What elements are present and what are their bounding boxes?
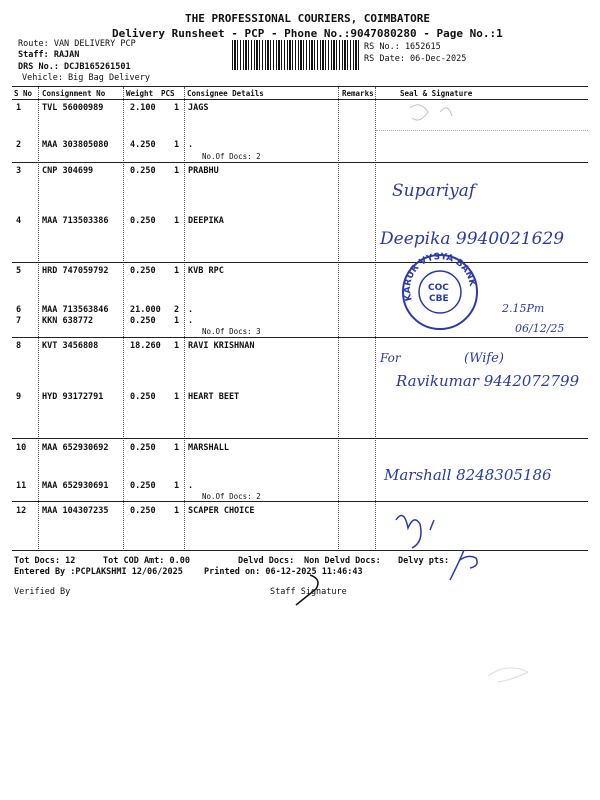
row-rule — [376, 130, 588, 131]
company-name: THE PROFESSIONAL COURIERS, COIMBATORE — [185, 12, 431, 25]
row-rule — [12, 262, 588, 263]
row-sno: 9 — [16, 392, 22, 402]
row-pcs: 1 — [174, 392, 180, 402]
entered-by: Entered By :PCPLAKSHMI 12/06/2025 — [14, 567, 183, 577]
row-pcs: 1 — [174, 341, 180, 351]
row-weight: 0.250 — [130, 316, 156, 326]
row-consignment: MAA 713563846 — [42, 305, 109, 315]
row-pcs: 2 — [174, 305, 180, 315]
row-consignment: MAA 104307235 — [42, 506, 109, 516]
delivered-docs: Delvd Docs: — [238, 556, 295, 566]
row-pcs: 1 — [174, 216, 180, 226]
verified-by: Verified By — [14, 587, 71, 597]
row-consignee: DEEPIKA — [188, 216, 224, 226]
total-cod: Tot COD Amt: 0.00 — [103, 556, 190, 566]
table-header-rule — [12, 99, 588, 100]
stamp-time: 2.15Pm — [502, 302, 545, 315]
row-weight: 18.260 — [130, 341, 161, 351]
row-weight: 0.250 — [130, 216, 156, 226]
col-consignment: Consignment No — [42, 89, 106, 98]
runsheet-title: Delivery Runsheet - PCP - Phone No.:9047080280 - Page No.:1 — [112, 27, 503, 40]
row-consignment: MAA 303805080 — [42, 140, 109, 150]
route-text: Route: VAN DELIVERY PCP — [18, 39, 136, 49]
row-weight: 0.250 — [130, 166, 156, 176]
footer-rule — [12, 550, 588, 551]
row-weight: 0.250 — [130, 443, 156, 453]
row-sno: 8 — [16, 341, 22, 351]
row-consignee: PRABHU — [188, 166, 219, 176]
row-consignment: HRD 747059792 — [42, 266, 109, 276]
col-pcs: PCS — [161, 89, 175, 98]
row-consignment: KKN 638772 — [42, 316, 94, 326]
row-sno: 10 — [16, 443, 27, 453]
row-weight: 0.250 — [130, 481, 156, 491]
faint-signature-2 — [488, 668, 528, 682]
row-consignee: . — [188, 316, 194, 326]
row-rule — [12, 438, 588, 439]
row-pcs: 1 — [174, 443, 180, 453]
row-weight: 0.250 — [130, 392, 156, 402]
row-weight: 4.250 — [130, 140, 156, 150]
row-rule — [12, 162, 588, 163]
signature-row3: Supariyaf — [392, 181, 476, 201]
stamp-bank-name: KARUR VYSYA BANK — [402, 252, 477, 302]
row-rule — [12, 337, 588, 338]
col-weight: Weight — [126, 89, 154, 98]
row-consignee: . — [188, 481, 194, 491]
row-consignment: KVT 3456808 — [42, 341, 99, 351]
staff-text: Staff: RAJAN — [18, 50, 80, 60]
table-row — [14, 506, 588, 566]
row-pcs: 1 — [174, 316, 180, 326]
row-sno: 11 — [16, 481, 27, 491]
row-sno: 1 — [16, 103, 22, 113]
rs-date: RS Date: 06-Dec-2025 — [364, 54, 467, 64]
barcode — [232, 40, 360, 70]
row-weight: 0.250 — [130, 266, 156, 276]
row-pcs: 1 — [174, 481, 180, 491]
col-consignee: Consignee Details — [187, 89, 264, 98]
row-pcs: 1 — [174, 103, 180, 113]
row-rule — [12, 501, 588, 502]
row-pcs: 1 — [174, 166, 180, 176]
row-docs: No.Of Docs: 2 — [202, 152, 261, 161]
staff-signature-label: Staff Signature — [270, 587, 347, 597]
printed-on: Printed on: 06-12-2025 11:46:43 — [204, 567, 363, 577]
row-weight: 2.100 — [130, 103, 156, 113]
non-delivered-docs: Non Delvd Docs: — [304, 556, 381, 566]
total-docs: Tot Docs: 12 — [14, 556, 76, 566]
row-sno: 12 — [16, 506, 27, 516]
row-sno: 4 — [16, 216, 22, 226]
delivery-points: Delvy pts: — [398, 556, 450, 566]
row-consignment: MAA 713503386 — [42, 216, 109, 226]
row-sno: 2 — [16, 140, 22, 150]
rs-number: RS No.: 1652615 — [364, 42, 441, 52]
row-consignee: RAVI KRISHNAN — [188, 341, 255, 351]
row-consignee: . — [188, 140, 194, 150]
signature-wife: (Wife) — [464, 351, 504, 366]
row-pcs: 1 — [174, 140, 180, 150]
signature-for: For — [380, 351, 401, 365]
signature-row4: Deepika 9940021629 — [380, 229, 565, 249]
row-weight: 0.250 — [130, 506, 156, 516]
vehicle-text: Vehicle: Big Bag Delivery — [22, 73, 150, 83]
row-consignee: . — [188, 305, 194, 315]
row-weight: 21.000 — [130, 305, 161, 315]
col-remarks: Remarks — [342, 89, 374, 98]
signature-row8: Ravikumar 9442072799 — [396, 372, 580, 390]
row-pcs: 1 — [174, 266, 180, 276]
col-sno: S No — [14, 89, 33, 98]
stamp-date: 06/12/25 — [515, 322, 565, 335]
row-consignee: JAGS — [188, 103, 209, 113]
drs-text: DRS No.: DCJB165261501 — [18, 62, 131, 72]
row-consignment: TVL 56000989 — [42, 103, 104, 113]
stamp-coc: COC — [428, 283, 449, 293]
row-consignee: KVB RPC — [188, 266, 224, 276]
row-consignment: CNP 304699 — [42, 166, 94, 176]
row-sno: 3 — [16, 166, 22, 176]
row-sno: 7 — [16, 316, 22, 326]
row-pcs: 1 — [174, 506, 180, 516]
row-consignment: MAA 652930692 — [42, 443, 109, 453]
row-consignee: MARSHALL — [188, 443, 229, 453]
col-seal: Seal & Signature — [400, 89, 473, 98]
row-consignee: SCAPER CHOICE — [188, 506, 255, 516]
row-sno: 5 — [16, 266, 22, 276]
row-sno: 6 — [16, 305, 22, 315]
signature-row10: Marshall 8248305186 — [384, 466, 552, 484]
row-docs: No.Of Docs: 3 — [202, 327, 261, 336]
row-consignee: HEART BEET — [188, 392, 240, 402]
stamp-cbe: CBE — [429, 294, 449, 304]
table-top-rule — [12, 86, 588, 87]
row-consignment: HYD 93172791 — [42, 392, 104, 402]
row-consignment: MAA 652930691 — [42, 481, 109, 491]
row-docs: No.Of Docs: 2 — [202, 492, 261, 501]
